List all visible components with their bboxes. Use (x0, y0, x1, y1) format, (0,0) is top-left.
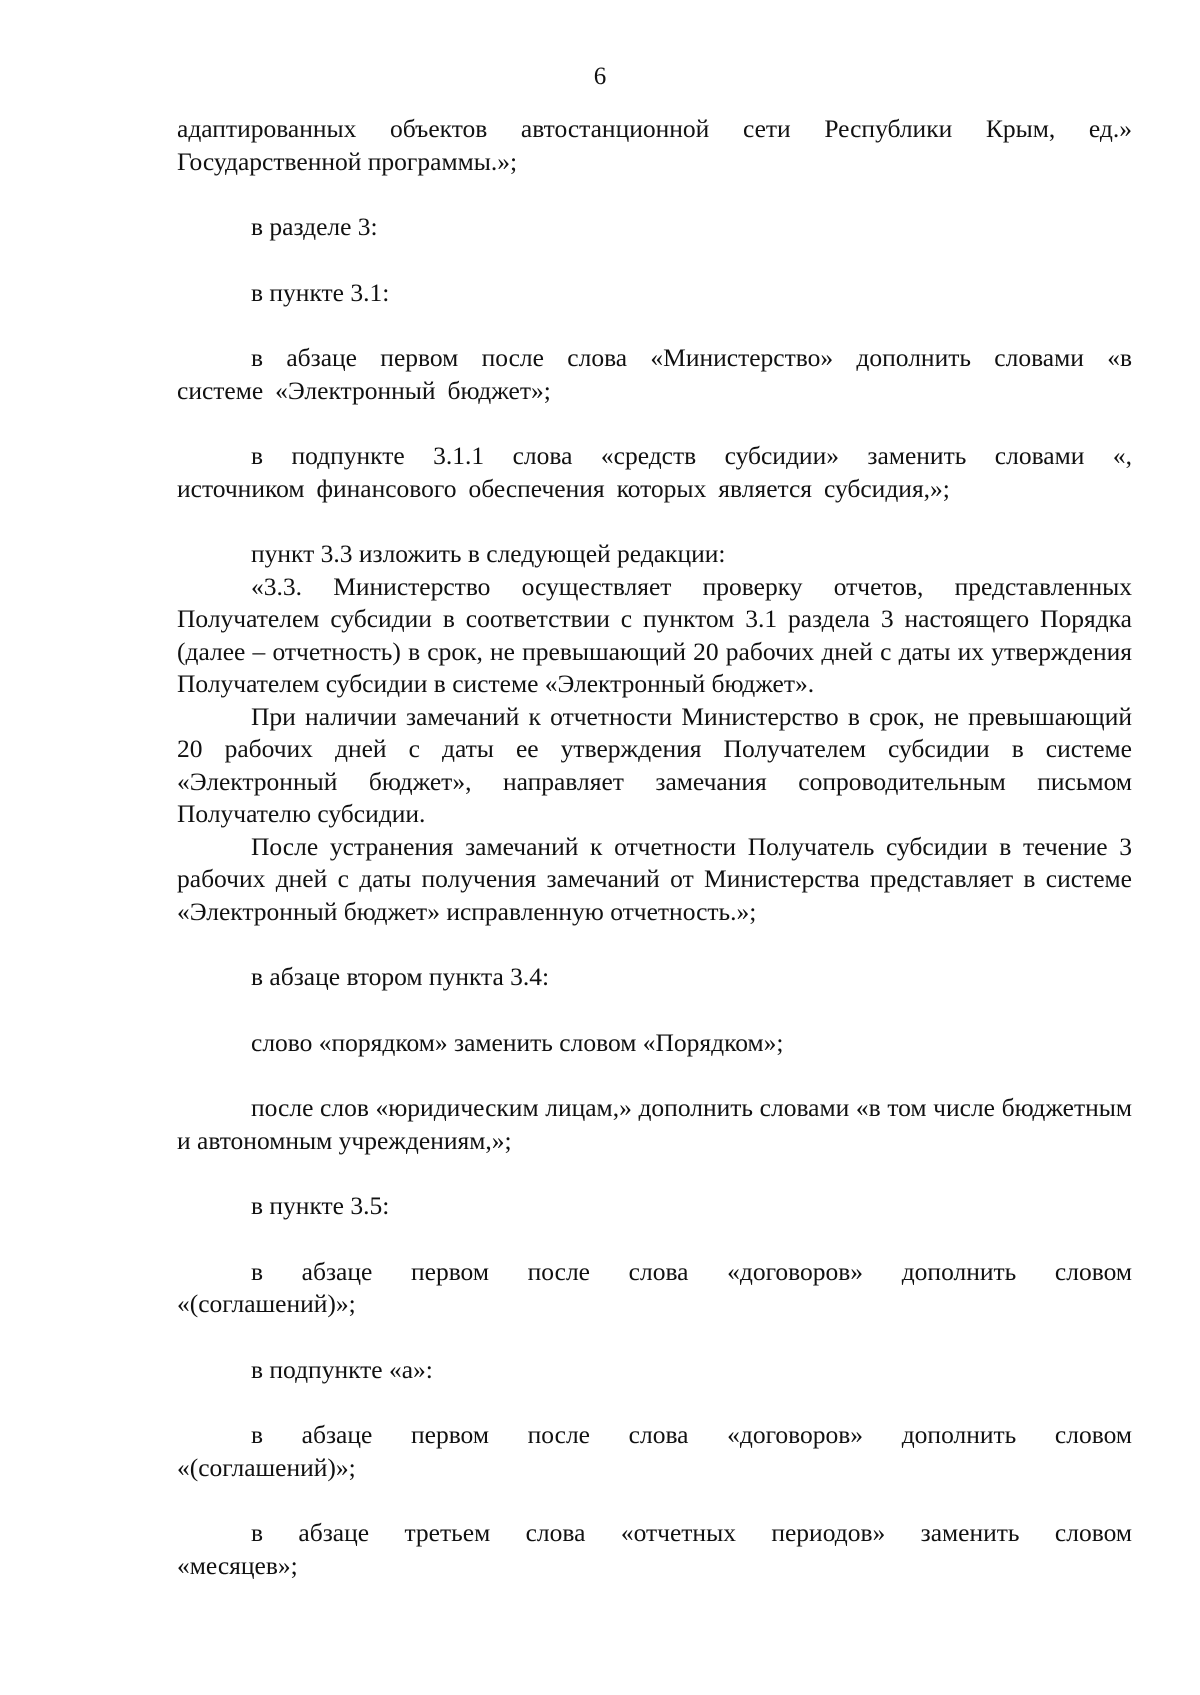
paragraph-first-subparagraph: в абзаце первом после слова «Министерство» дополнить словами «в системе «Электронный бюджет»; (177, 343, 1132, 405)
paragraph-continuation: адаптированных объектов автостанционной сети Республики Крым, ед.» Государственной программы.»; (177, 114, 1132, 176)
paragraph-item-3-5: в пункте 3.5: (251, 1191, 390, 1220)
paragraph-contracts-2: в абзаце первом после слова «договоров» дополнить словом «(соглашений)»; (177, 1420, 1132, 1482)
paragraph-legal-entities: после слов «юридическим лицам,» дополнить словами «в том числе бюджетным и автономным учреждениям,»; (177, 1093, 1132, 1155)
paragraph-word-replace: слово «порядком» заменить словом «Порядком»; (251, 1027, 784, 1057)
paragraph-contracts-1: в абзаце первом после слова «договоров» дополнить словом «(соглашений)»; (177, 1256, 1132, 1318)
paragraph-item-3-1: в пункте 3.1: (251, 277, 390, 307)
paragraph-subitem-a: в подпункте «а»: (251, 1354, 433, 1384)
paragraph-subitem-3-1-1: в подпункте 3.1.1 слова «средств субсидии» заменить словами «, источником финансового обеспечения которых является субсидия,»; (177, 441, 1132, 503)
paragraph-reporting-periods: в абзаце третьем слова «отчетных периодов» заменить словом «месяцев»; (177, 1518, 1132, 1580)
page-number: 6 (593, 63, 607, 90)
paragraph-remarks: При наличии замечаний к отчетности Министерство в срок, не превышающий 20 рабочих дней с даты ее утверждения Получателем субсидии в системе «Электронный бюджет», направляет замечания сопроводительным письмом Получателю субсидии. (177, 701, 1132, 828)
paragraph-section-3: в разделе 3: (251, 212, 378, 241)
paragraph-item-3-3-text: «3.3. Министерство осуществляет проверку отчетов, представленных Получателем субсидии в соответствии с пунктом 3.1 раздела 3 настоящего Порядка (далее – отчетность) в срок, не превышающий 20 рабочих дней с даты их утверждения Получателем субсидии в системе «Электронный бюджет». (177, 571, 1132, 698)
paragraph-corrections: После устранения замечаний к отчетности Получатель субсидии в течение 3 рабочих дней с даты получения замечаний от Министерства представляет в системе «Электронный бюджет» исправленную отчетность.»; (177, 831, 1132, 926)
document-body (177, 113, 1132, 1582)
paragraph-item-3-4: в абзаце втором пункта 3.4: (251, 962, 550, 991)
paragraph-item-3-3-intro: пункт 3.3 изложить в следующей редакции: (251, 539, 726, 568)
